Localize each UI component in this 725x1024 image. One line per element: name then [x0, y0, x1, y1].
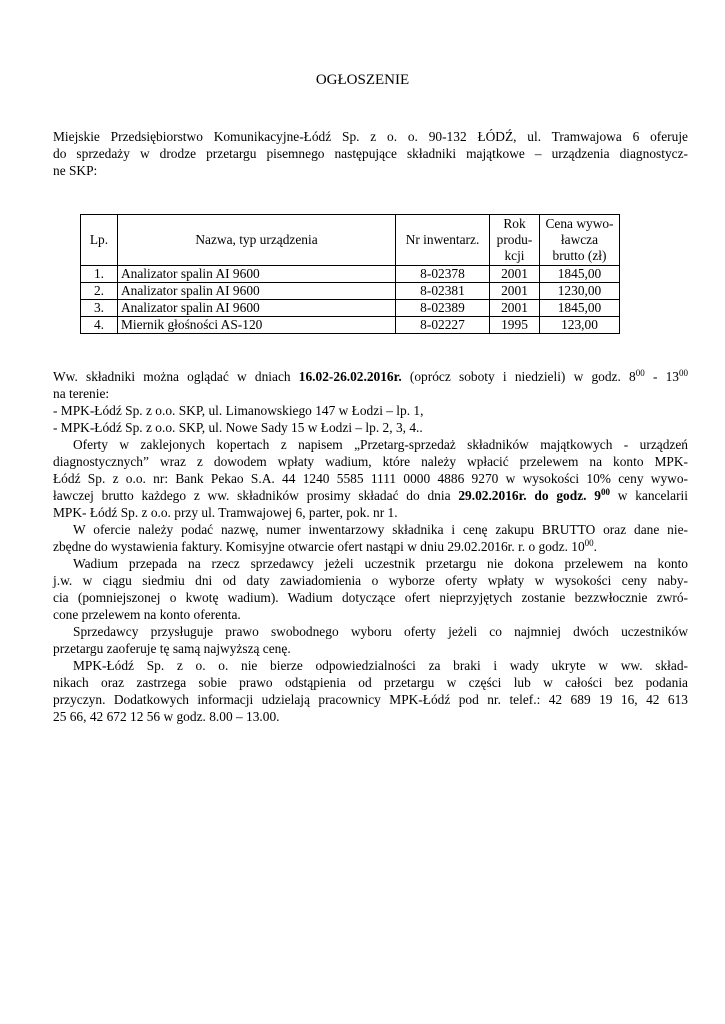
cell-price: 1845,00 [540, 300, 620, 317]
header-inventory: Nr inwentarz. [396, 215, 490, 266]
viewing-paragraph [53, 368, 688, 436]
viewing-text: (oprócz soboty i niedzieli) w godz. 8 [401, 369, 636, 384]
liability-paragraph [53, 657, 688, 725]
offers-deadline [458, 488, 610, 503]
contents-hour-sup: 00 [584, 538, 594, 548]
deposit-line: j.w. w ciągu siedmiu dni od daty zawiadomienia o wyborze oferty wpłaty w wysokości ceny naby- [53, 573, 688, 588]
rights-line: Sprzedawcy przysługuje prawo swobodnego wyboru oferty jeżeli co najmniej dwóch uczestników [73, 624, 688, 639]
viewing-text: - 13 [644, 369, 680, 384]
cell-lp: 1. [81, 266, 118, 283]
cell-year: 2001 [490, 283, 540, 300]
header-price-line: ławcza [560, 232, 599, 247]
intro-line: ne SKP: [53, 163, 98, 178]
offers-deadline-text: 29.02.2016r. do godz. 9 [458, 488, 601, 503]
header-year [490, 215, 540, 266]
offers-line [53, 487, 688, 504]
offers-line: Oferty w zaklejonych kopertach z napisem „Przetarg-sprzedaż składników majątkowych - urządzeń [73, 437, 688, 452]
header-price-line: Cena wywo- [545, 216, 614, 231]
intro-line: Miejskie Przedsiębiorstwo Komunikacyjne-Łódź Sp. z o. o. 90-132 ŁÓDŹ, ul. Tramwajowa 6 oferuje [53, 129, 688, 144]
liability-line: 25 66, 42 672 12 56 w godz. 8.00 – 13.00. [53, 709, 280, 724]
table-row [81, 283, 620, 300]
cell-year: 2001 [490, 266, 540, 283]
cell-inventory: 8-02381 [396, 283, 490, 300]
viewing-hour-sup: 00 [679, 368, 689, 378]
header-lp: Lp. [81, 215, 118, 266]
cell-inventory: 8-02227 [396, 317, 490, 334]
offers-line: Łódź Sp. z o.o. nr: Bank Pekao S.A. 44 1240 5585 1111 0000 4886 9270 w wysokości 10% ceny wywo- [53, 471, 688, 486]
deposit-line: cone przelewem na konto oferenta. [53, 607, 241, 622]
cell-price: 1230,00 [540, 283, 620, 300]
cell-year: 1995 [490, 317, 540, 334]
header-price-line: brutto (zł) [552, 248, 607, 263]
contents-line: W ofercie należy podać nazwę, numer inwentarzowy składnika i cenę zakupu BRUTTO oraz dane nie- [73, 522, 688, 537]
deposit-paragraph [53, 555, 688, 623]
offers-paragraph [53, 436, 688, 521]
cell-lp: 3. [81, 300, 118, 317]
header-year-line: kcji [504, 248, 525, 263]
equipment-table [80, 214, 620, 334]
cell-name: Analizator spalin AI 9600 [118, 283, 396, 300]
header-year-line: produ- [496, 232, 533, 247]
cell-price: 1845,00 [540, 266, 620, 283]
cell-inventory: 8-02389 [396, 300, 490, 317]
rights-paragraph [53, 623, 688, 657]
header-year-line: Rok [503, 216, 526, 231]
page-title: OGŁOSZENIE [315, 72, 410, 88]
viewing-text: Ww. składniki można oglądać w dniach [53, 369, 299, 384]
cell-year: 2001 [490, 300, 540, 317]
deposit-line: Wadium przepada na rzecz sprzedawcy jeżeli uczestnik przetargu nie dokona przelewem na konto [73, 556, 688, 571]
offers-deadline-sup: 00 [600, 487, 610, 497]
table-header-row [81, 215, 620, 266]
intro-line: do sprzedaży w drodze przetargu pisemnego następujące składniki majątkowe – urządzenia diagnostycz- [53, 146, 688, 161]
viewing-line: na terenie: [53, 386, 110, 401]
offers-text: ławczej brutto każdego z ww. składników prosimy składać do dnia [53, 488, 459, 503]
cell-inventory: 8-02378 [396, 266, 490, 283]
offers-line: diagnostycznych” wraz z dowodem wpłaty wadium, które należy wpłacić przelewem na konto MPK- [53, 454, 688, 469]
header-price [540, 215, 620, 266]
liability-line: MPK-Łódź Sp. z o. o. nie bierze odpowiedzialności za braki i wady ukryte w ww. skład- [73, 658, 688, 673]
cell-name: Analizator spalin AI 9600 [118, 300, 396, 317]
viewing-line [53, 368, 688, 385]
header-name: Nazwa, typ urządzenia [118, 215, 396, 266]
table-row [81, 300, 620, 317]
viewing-hour-sup: 00 [635, 368, 645, 378]
cell-lp: 4. [81, 317, 118, 334]
contents-paragraph [53, 521, 688, 555]
table-row [81, 266, 620, 283]
cell-name: Miernik głośności AS-120 [118, 317, 396, 334]
intro-paragraph [53, 128, 688, 179]
liability-line: nikach oraz zastrzega sobie prawo odstąpienia od przetargu w części lub w całości bez podania [53, 675, 688, 690]
table-row [81, 317, 620, 334]
contents-text: . [593, 539, 598, 554]
cell-price: 123,00 [540, 317, 620, 334]
deposit-line: cia (pomniejszonej o kwotę wadium). Wadium dotyczące ofert nieprzyjętych zostanie bezzwłocznie zwró- [53, 590, 688, 605]
rights-line: przetargu zaoferuje tę samą najwyższą cenę. [53, 641, 291, 656]
contents-line [53, 538, 688, 555]
offers-text: w kancelarii [609, 488, 688, 503]
cell-name: Analizator spalin AI 9600 [118, 266, 396, 283]
location-line: - MPK-Łódź Sp. z o.o. SKP, ul. Nowe Sady 15 w Łodzi – lp. 2, 3, 4.. [53, 420, 423, 435]
location-line: - MPK-Łódź Sp. z o.o. SKP, ul. Limanowskiego 147 w Łodzi – lp. 1, [53, 403, 424, 418]
offers-line: MPK- Łódź Sp. z o.o. przy ul. Tramwajowej 6, parter, pok. nr 1. [53, 505, 398, 520]
viewing-dates: 16.02-26.02.2016r. [298, 369, 402, 384]
liability-line: przyczyn. Dodatkowych informacji udzielają pracownicy MPK-Łódź pod nr. telef.: 42 689 19 16, 42 613 [53, 692, 688, 707]
cell-lp: 2. [81, 283, 118, 300]
contents-text: zbędne do wystawienia faktury. Komisyjne otwarcie ofert nastąpi w dniu 29.02.2016r. r. o godz. 10 [53, 539, 585, 554]
